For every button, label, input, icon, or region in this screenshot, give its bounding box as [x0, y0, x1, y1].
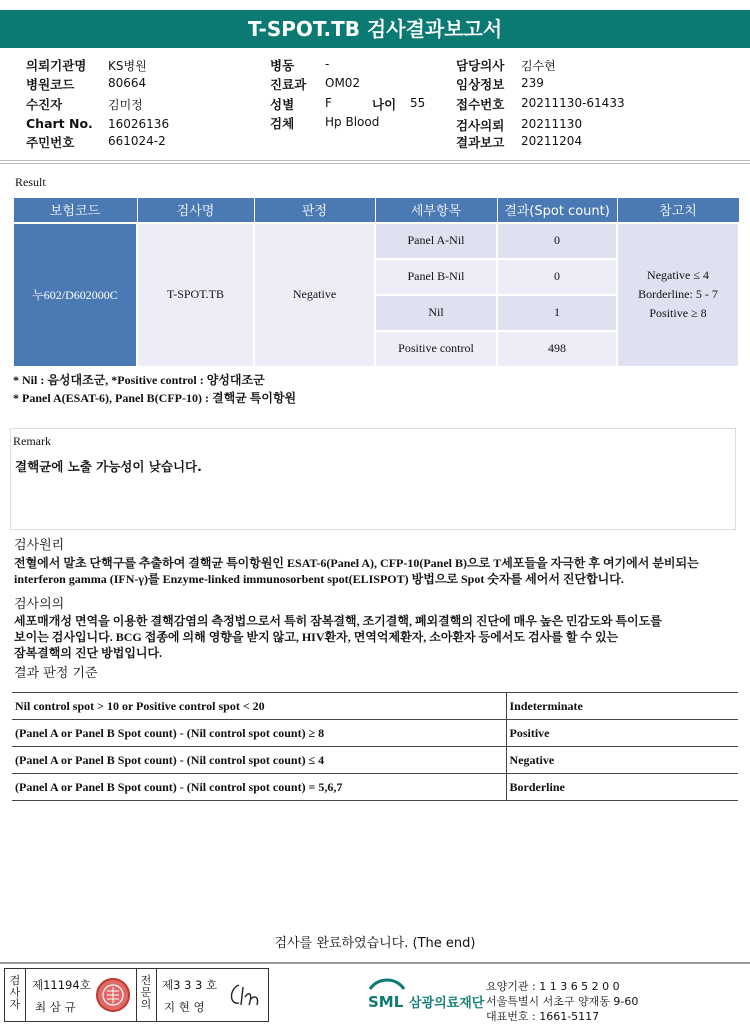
- test-name-cell: T-SPOT.TB: [137, 223, 254, 367]
- sex-label: 성별: [270, 97, 295, 112]
- chart-no-value: 16026136: [108, 117, 170, 131]
- criteria-condition: (Panel A or Panel B Spot count) - (Nil control spot count) ≥ 8: [12, 720, 506, 747]
- request-date-label: 검사의뢰: [456, 118, 505, 133]
- result-header-row: [13, 198, 739, 223]
- department-label: 진료과: [270, 77, 307, 92]
- criteria-title: 결과 판정 기준: [14, 666, 98, 681]
- reviewer-license-no: 제3 3 3 호: [162, 978, 218, 992]
- remark-box: [10, 428, 736, 530]
- header-detail-item: 세부항목: [375, 198, 497, 223]
- header-reference: 참고치: [617, 198, 739, 223]
- org-phone: 대표번호 : 1661-5117: [486, 1010, 600, 1023]
- significance-line-2: 보이는 검사입니다. BCG 접종에 의해 영향을 받지 않고, HIV환자, 면역억제환자, 소아환자 등에서도 검사를 할 수 있는: [14, 630, 619, 644]
- principle-title: 검사원리: [14, 538, 65, 553]
- criteria-result: Positive: [506, 720, 738, 747]
- detail-item-cell: Panel B-Nil: [375, 259, 497, 295]
- svg-text:SML: SML: [368, 993, 404, 1011]
- info-separator: [0, 160, 750, 164]
- request-date-value: 20211130: [521, 117, 583, 131]
- significance-line-3: 잠복결핵의 진단 방법입니다.: [14, 646, 163, 660]
- clinical-info-label: 임상정보: [456, 77, 505, 92]
- hospital-code-value: 80664: [108, 76, 147, 90]
- header-test-name: 검사명: [137, 198, 254, 223]
- detail-item-cell: Panel A-Nil: [375, 223, 497, 259]
- ward-label: 병동: [270, 58, 295, 73]
- clinical-info-value: 239: [521, 76, 544, 90]
- reference-negative: Negative ≤ 4: [647, 268, 709, 282]
- header-insurance-code: 보험코드: [13, 198, 137, 223]
- table-row: [12, 774, 738, 801]
- spot-count-cell: 0: [497, 259, 617, 295]
- detail-item-cell: Nil: [375, 295, 497, 331]
- specimen-label: 검체: [270, 116, 295, 131]
- criteria-result: Borderline: [506, 774, 738, 801]
- examiner-seal-icon: [95, 977, 131, 1013]
- principle-line-2: interferon gamma (IFN-γ)를 Enzyme-linked immunosorbent spot(ELISPOT) 방법으로 Spot 숫자를 세어서 진단합니다.: [14, 572, 624, 586]
- reference-cell: [617, 223, 739, 367]
- spot-count-cell: 0: [497, 223, 617, 259]
- referring-institution-label: 의뢰기관명: [26, 58, 87, 73]
- doctor-value: 김수현: [521, 59, 556, 73]
- criteria-condition: (Panel A or Panel B Spot count) - (Nil control spot count) ≤ 4: [12, 747, 506, 774]
- sex-value: F: [325, 96, 332, 110]
- report-title: T-SPOT.TB 검사결과보고서: [0, 10, 750, 48]
- examiner-license-no: 제11194호: [32, 978, 91, 992]
- department-value: OM02: [325, 76, 361, 90]
- remark-text: 결핵균에 노출 가능성이 낮습니다.: [15, 459, 202, 474]
- examiner-name: 최 삼 규: [35, 1000, 76, 1014]
- specimen-value: Hp Blood: [325, 115, 380, 129]
- ward-value: -: [325, 57, 330, 71]
- criteria-result: Indeterminate: [506, 693, 738, 720]
- reviewer-vertical-label: 전 문 의: [140, 974, 152, 1011]
- resident-no-label: 주민번호: [26, 135, 75, 150]
- table-row: [13, 223, 739, 259]
- criteria-table: [12, 692, 738, 801]
- criteria-condition: Nil control spot > 10 or Positive control spot < 20: [12, 693, 506, 720]
- hospital-code-label: 병원코드: [26, 77, 75, 92]
- examiner-vertical-label: 검 사 자: [9, 974, 21, 1011]
- result-section-label: Result: [15, 175, 46, 189]
- age-label: 나이: [372, 97, 397, 112]
- receipt-no-label: 접수번호: [456, 97, 505, 112]
- referring-institution-value: KS병원: [108, 59, 147, 73]
- patient-name-value: 김미정: [108, 98, 143, 112]
- table-row: [12, 693, 738, 720]
- reviewer-signature-icon: [225, 977, 263, 1011]
- criteria-result: Negative: [506, 747, 738, 774]
- table-row: [12, 747, 738, 774]
- note-controls: * Nil : 음성대조군, *Positive control : 양성대조군: [13, 373, 265, 387]
- detail-item-cell: Positive control: [375, 331, 497, 367]
- end-text: 검사를 완료하였습니다. (The end): [274, 936, 476, 951]
- significance-title: 검사의의: [14, 597, 65, 612]
- patient-name-label: 수진자: [26, 97, 63, 112]
- chart-no-label: Chart No.: [26, 116, 93, 131]
- insurance-code-cell: 누602/D602000C: [13, 223, 137, 367]
- reference-borderline: Borderline: 5 - 7: [638, 287, 718, 301]
- reference-positive: Positive ≥ 8: [649, 306, 707, 320]
- remark-title: Remark: [13, 434, 51, 448]
- org-address: 서울특별시 서초구 양재동 9-60: [486, 995, 639, 1008]
- report-date-label: 결과보고: [456, 135, 505, 150]
- age-value: 55: [410, 96, 426, 110]
- result-table: [12, 197, 740, 368]
- doctor-label: 담당의사: [456, 58, 505, 73]
- principle-line-1: 전혈에서 말초 단핵구를 추출하여 결핵균 특이항원인 ESAT-6(Panel A), CFP-10(Panel B)으로 T세포들을 자극한 후 여기에서 분비되는: [14, 556, 699, 570]
- org-name: 삼광의료재단: [409, 996, 485, 1011]
- spot-count-cell: 1: [497, 295, 617, 331]
- significance-line-1: 세포매개성 면역을 이용한 결핵감염의 측정법으로서 특히 잠복결핵, 조기결핵, 폐외결핵의 진단에 매우 높은 민감도와 특이도를: [14, 614, 662, 628]
- reviewer-name: 지 현 영: [164, 1000, 205, 1014]
- sml-logo-icon: [366, 975, 408, 1015]
- footer-divider: [0, 962, 750, 964]
- header-judgement: 판정: [254, 198, 375, 223]
- table-row: [12, 720, 738, 747]
- note-panels: * Panel A(ESAT-6), Panel B(CFP-10) : 결핵균 특이항원: [13, 391, 297, 405]
- spot-count-cell: 498: [497, 331, 617, 367]
- signature-box: [4, 968, 269, 1022]
- report-date-value: 20211204: [521, 134, 583, 148]
- resident-no-value: 661024-2: [108, 134, 166, 148]
- header-result: 결과(Spot count): [497, 198, 617, 223]
- criteria-condition: (Panel A or Panel B Spot count) - (Nil control spot count) = 5,6,7: [12, 774, 506, 801]
- receipt-no-value: 20211130-61433: [521, 96, 625, 110]
- org-code: 요양기관 : 1 1 3 6 5 2 0 0: [486, 980, 620, 993]
- judgement-cell: Negative: [254, 223, 375, 367]
